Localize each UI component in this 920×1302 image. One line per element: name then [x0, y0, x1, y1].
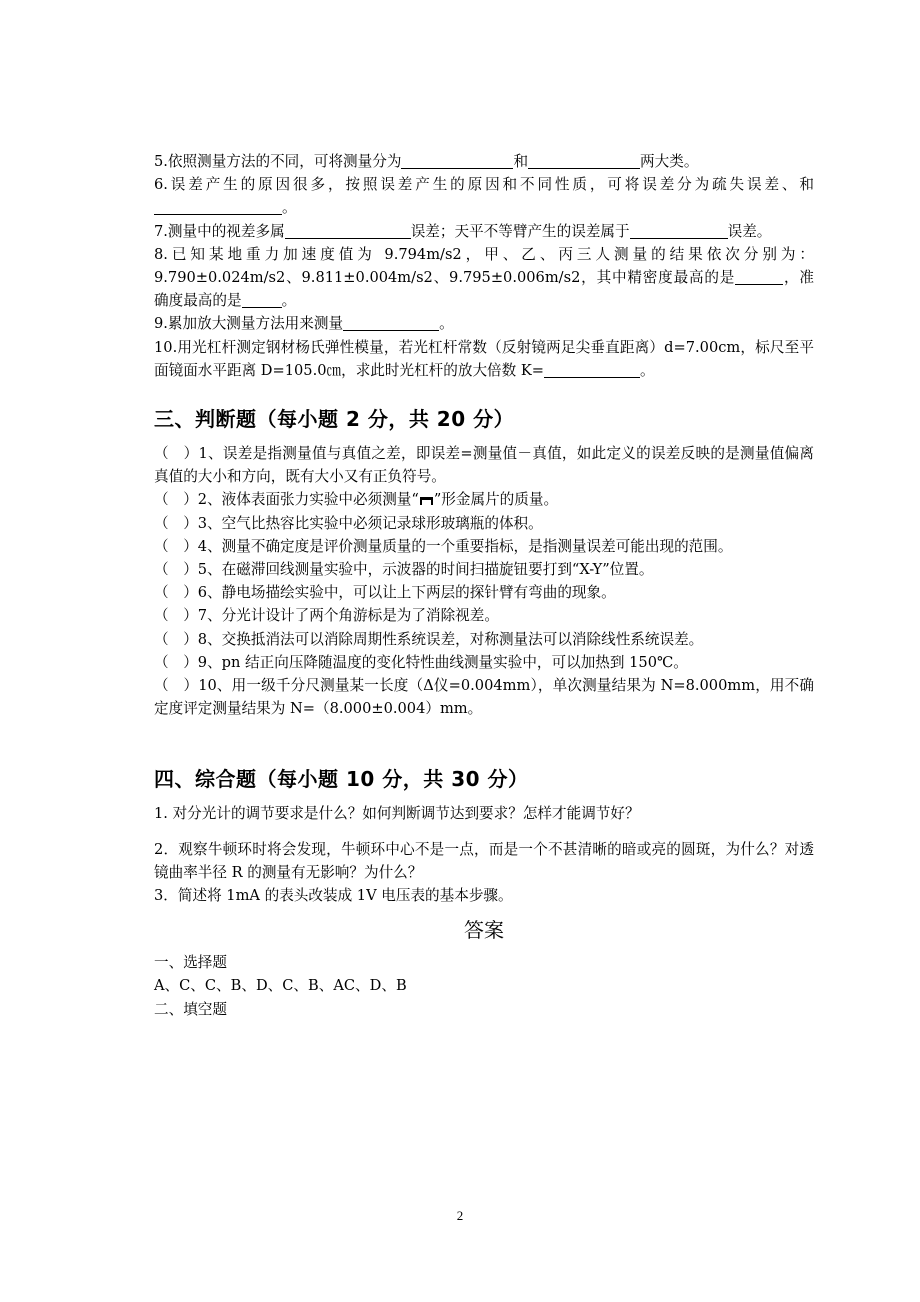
q5-text-a: 5.依照测量方法的不同，可将测量分为	[154, 153, 402, 170]
page-number: 2	[456, 1208, 464, 1223]
fill-q9	[154, 312, 814, 335]
q6-text-a: 6.误差产生的原因很多，按照误差产生的原因和不同性质，可将误差分为疏失误差、	[154, 176, 800, 194]
judge-item-5: （ ）5、在磁滞回线测量实验中，示波器的时间扫描旋钮要打到“X-Y”位置。	[154, 561, 654, 579]
judge-item-2	[154, 488, 814, 511]
q5-text-c: 两大类。	[640, 153, 699, 170]
q8-text-a: 8.已知某地重力加速度值为 9.794m/s2，甲、乙、丙三人测量的结果依次分别为：9.790±0.024m/s2、9.811±0.004m/s2、9.795±0.006m/s2，其中精密度最高的是	[154, 245, 814, 287]
q9-blank-2[interactable]	[343, 314, 439, 331]
page-content	[154, 150, 814, 1021]
q7-text-b: 误差；天平不等臂产生的误差属于	[410, 222, 630, 240]
q5-blank-2[interactable]	[528, 152, 640, 169]
q8-blank-2[interactable]	[242, 291, 282, 308]
q8-text-c: 。	[281, 292, 297, 310]
q10-blank-1[interactable]	[544, 361, 640, 378]
judge-item-10: （ ）10、用一级千分尺测量某一长度（Δ仪=0.004mm），单次测量结果为 N=8.000mm，用不确定度评定测量结果为 N=（8.000±0.004）mm。	[154, 677, 814, 718]
q7-blank-1[interactable]	[285, 222, 411, 239]
q9-text-c: 。	[439, 315, 454, 333]
q7-blank-2[interactable]	[630, 222, 728, 239]
judge-item-8: （ ）8、交换抵消法可以消除周期性系统误差，对称测量法可以消除线性系统误差。	[154, 630, 704, 648]
answer-title: 答案	[464, 918, 504, 943]
q6-text-b: 和	[799, 176, 814, 194]
q9-text-a: 9.累加放大测量方法用来测量	[154, 315, 344, 333]
q6-blank-1[interactable]	[154, 198, 282, 215]
q6-text-c: 。	[282, 199, 297, 217]
judge-item-4: （ ）4、测量不确定度是评价测量质量的一个重要指标，是指测量误差可能出现的范围。	[154, 537, 733, 555]
q8-blank-1[interactable]	[735, 268, 783, 285]
judge-item-2-a: （ ）2、液体表面张力实验中必须测量“	[154, 491, 419, 509]
section-comp-title: 四、综合题（每小题 10 分，共 30 分）	[154, 767, 529, 792]
judge-item-7: （ ）7、分光计设计了两个角游标是为了消除视差。	[154, 607, 499, 625]
fill-q5	[154, 150, 814, 173]
q7-text-c: 误差。	[727, 222, 772, 240]
fill-q7	[154, 220, 814, 243]
answer-section-1-values: A、C、C、B、D、C、B、AC、D、B	[154, 977, 407, 995]
q5-blank-1[interactable]	[401, 152, 513, 169]
judge-item-3: （ ）3、空气比热容比实验中必须记录球形玻璃瓶的体积。	[154, 514, 543, 532]
fill-q8	[154, 243, 814, 313]
judge-item-1: （ ）1、误差是指测量值与真值之差，即误差=测量值－真值，如此定义的误差反映的是测量值偏离真值的大小和方向，既有大小又有正负符号。	[154, 445, 814, 486]
fill-q6	[154, 173, 814, 219]
comp-item-3: 3．简述将 1mA 的表头改装成 1V 电压表的基本步骤。	[154, 887, 513, 905]
judge-item-9: （ ）9、pn 结正向压降随温度的变化特性曲线测量实验中，可以加热到 150℃。	[154, 653, 688, 671]
fill-q10	[154, 336, 814, 382]
comp-item-1: 1. 对分光计的调节要求是什么？如何判断调节达到要求？怎样才能调节好？	[154, 805, 640, 823]
angle-shape-icon	[420, 497, 433, 505]
q8-text-b: ，准确度最高的是	[154, 269, 814, 310]
answer-section-2: 二、填空题	[154, 1000, 227, 1018]
judge-item-6: （ ）6、静电场描绘实验中，可以让上下两层的探针臂有弯曲的现象。	[154, 584, 616, 602]
q5-text-b: 和	[513, 153, 529, 170]
judge-item-2-b: ”形金属片的质量。	[433, 491, 559, 509]
q10-text-b: 。	[640, 361, 655, 379]
q7-text-a: 7.测量中的视差多属	[154, 222, 285, 240]
answer-section-1: 一、选择题	[154, 954, 227, 972]
section-judge-title: 三、判断题（每小题 2 分，共 20 分）	[154, 407, 515, 432]
comp-item-2: 2．观察牛顿环时将会发现，牛顿环中心不是一点，而是一个不甚清晰的暗或亮的圆斑，为什么？对透镜曲率半径 R 的测量有无影响？为什么？	[154, 840, 814, 881]
q10-text-a: 10.用光杠杆测定钢材杨氏弹性模量，若光杠杆常数（反射镜两足尖垂直距离）d=7.00cm，标尺至平面镜面水平距离 D=105.0㎝，求此时光杠杆的放大倍数 K=	[154, 338, 814, 379]
